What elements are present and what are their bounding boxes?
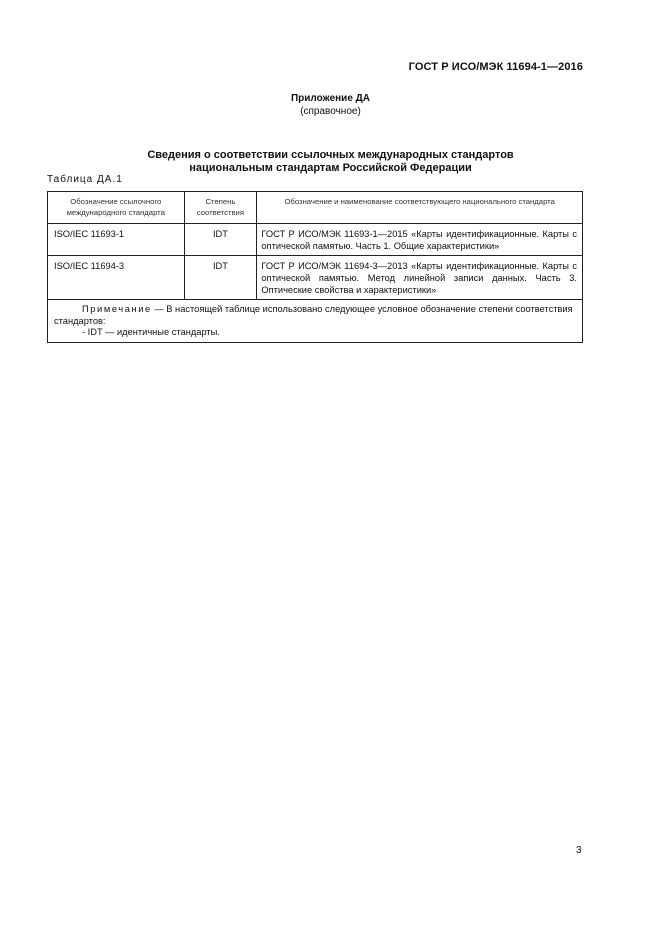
cell-degree: IDT	[184, 224, 257, 256]
column-header-international: Обозначение ссылочного международного стандарта	[48, 192, 185, 224]
heading-line-2: национальным стандартам Российской Федерации	[189, 162, 472, 174]
table-note-row	[48, 300, 583, 343]
note-text: — В настоящей таблице использовано следующее условное обозначение степени соответствия стандартов:	[54, 304, 573, 326]
cell-national-standard: ГОСТ Р ИСО/МЭК 11694-3—2013 «Карты идентификационные. Карты с оптической памятью. Метод линейной записи данных. Часть 3. Оптические свойства и характеристики»	[257, 256, 583, 300]
appendix-block	[0, 92, 661, 118]
cell-national-standard: ГОСТ Р ИСО/МЭК 11693-1—2015 «Карты идентификационные. Карты с оптической памятью. Часть 1. Общие характеристики»	[257, 224, 583, 256]
note-label: Примечание	[82, 304, 152, 314]
cell-international-code: ISO/IEC 11694-3	[48, 256, 185, 300]
appendix-title: Приложение ДА	[290, 93, 371, 104]
heading-line-1: Сведения о соответствии ссылочных международных стандартов	[147, 149, 514, 161]
standard-code: ГОСТ Р ИСО/МЭК 11694-1—2016	[408, 61, 583, 73]
table-header-row	[48, 192, 583, 224]
section-heading	[0, 149, 661, 175]
table-caption: Таблица ДА.1	[47, 174, 123, 185]
table-note	[48, 300, 583, 343]
correspondence-table	[47, 191, 583, 343]
cell-international-code: ISO/IEC 11693-1	[48, 224, 185, 256]
column-header-national: Обозначение и наименование соответствующего национального стандарта	[257, 192, 583, 224]
table-row	[48, 256, 583, 300]
note-item: - IDT — идентичные стандарты.	[82, 327, 220, 337]
column-header-degree: Степень соответствия	[184, 192, 257, 224]
appendix-subtitle: (справочное)	[300, 106, 361, 117]
cell-degree: IDT	[184, 256, 257, 300]
table-row	[48, 224, 583, 256]
page-number: 3	[576, 845, 582, 856]
